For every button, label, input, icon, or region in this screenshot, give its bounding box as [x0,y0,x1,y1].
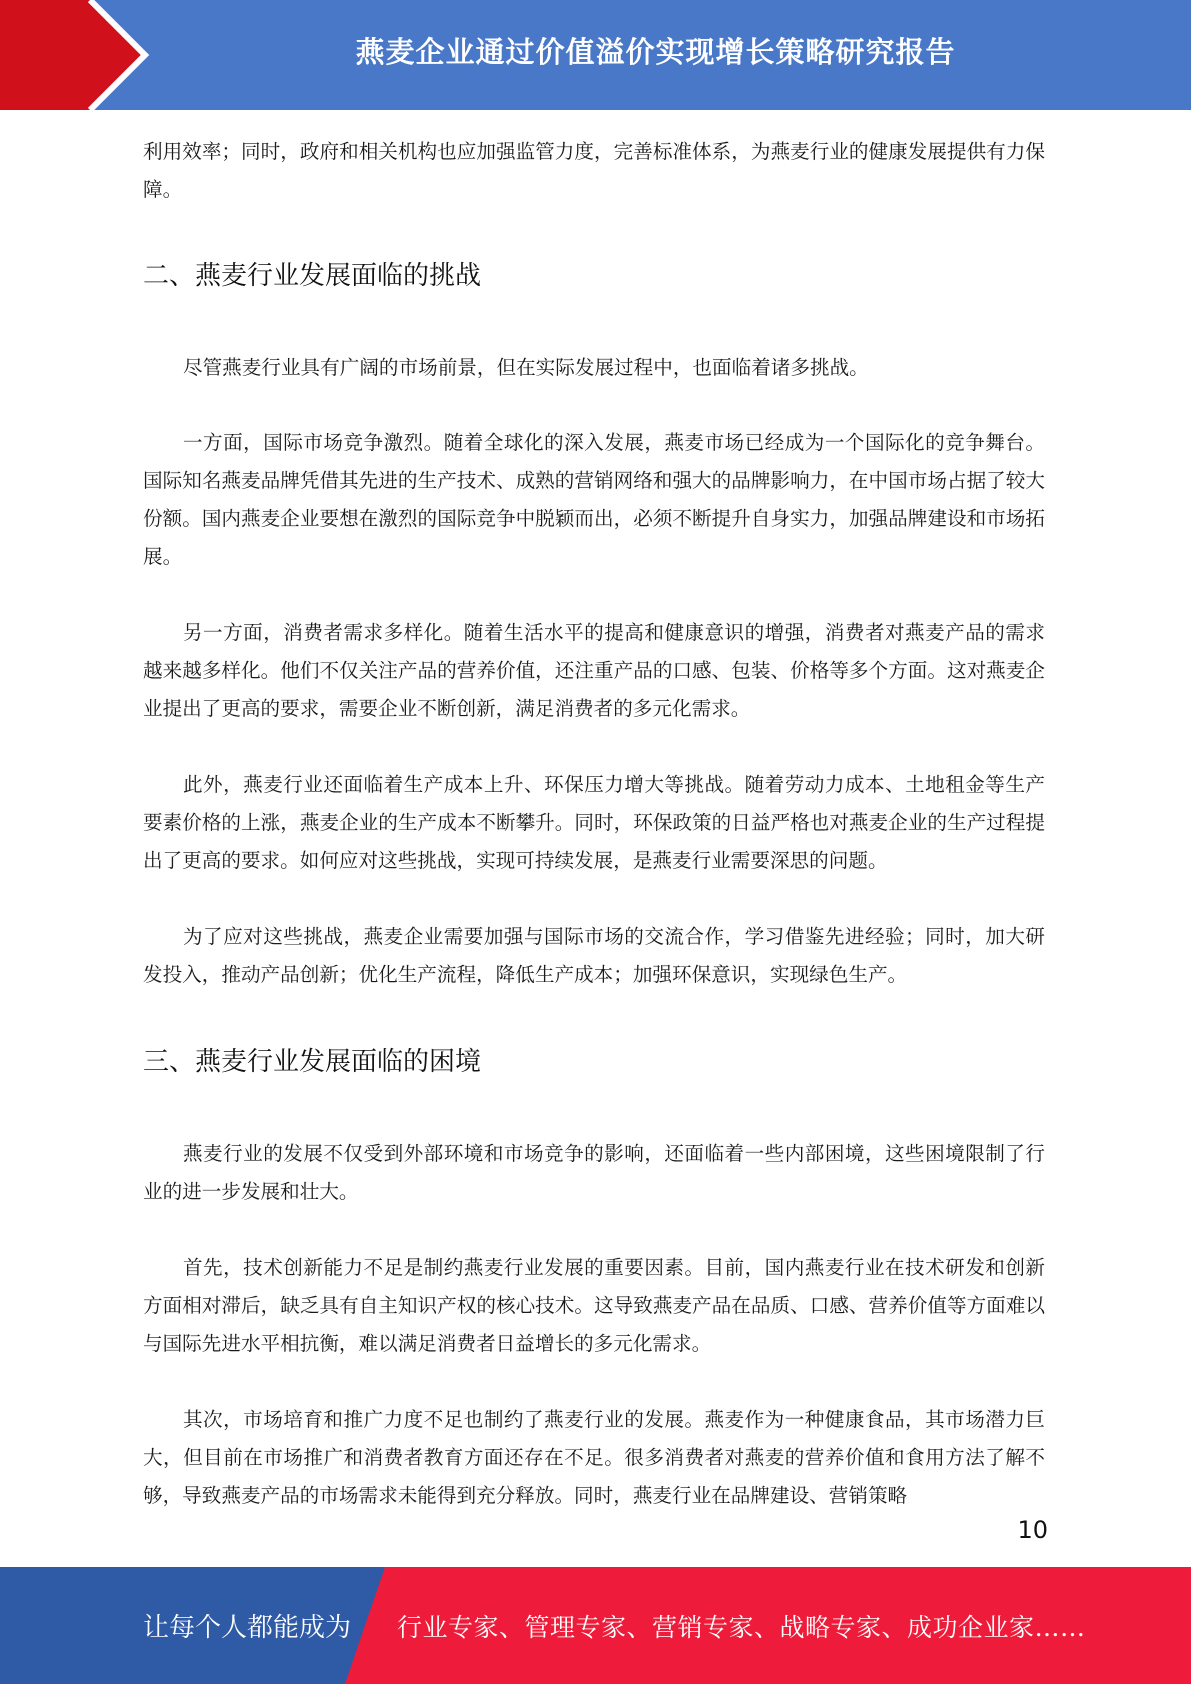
page-number: 10 [1017,1516,1048,1544]
footer-slogan-left: 让每个人都能成为 [143,1613,352,1643]
section-heading-difficulties: 三、燕麦行业发展面临的困境 [143,1047,482,1077]
page-header [0,0,1191,110]
paragraph: 另一方面，消费者需求多样化。随着生活水平的提高和健康意识的增强，消费者对燕麦产品的需求越来越多样化。他们不仅关注产品的营养价值，还注重产品的口感、包装、价格等多个方面。这对燕麦企业提出了更高的要求，需要企业不断创新，满足消费者的多元化需求。 [143,621,1045,720]
paragraph: 一方面，国际市场竞争激烈。随着全球化的深入发展，燕麦市场已经成为一个国际化的竞争舞台。国际知名燕麦品牌凭借其先进的生产技术、成熟的营销网络和强大的品牌影响力，在中国市场占据了较大份额。国内燕麦企业要想在激烈的国际竞争中脱颖而出，必须不断提升自身实力，加强品牌建设和市场拓展。 [143,431,1045,568]
paragraph: 为了应对这些挑战，燕麦企业需要加强与国际市场的交流合作，学习借鉴先进经验；同时，加大研发投入，推动产品创新；优化生产流程，降低生产成本；加强环保意识，实现绿色生产。 [143,925,1045,986]
section-heading-challenges: 二、燕麦行业发展面临的挑战 [143,261,482,291]
paragraph: 燕麦行业的发展不仅受到外部环境和市场竞争的影响，还面临着一些内部困境，这些困境限制了行业的进一步发展和壮大。 [143,1142,1045,1203]
page-footer [0,1567,1191,1684]
paragraph: 尽管燕麦行业具有广阔的市场前景，但在实际发展过程中，也面临着诸多挑战。 [183,356,869,379]
paragraph: 其次，市场培育和推广力度不足也制约了燕麦行业的发展。燕麦作为一种健康食品，其市场潜力巨大，但目前在市场推广和消费者教育方面还存在不足。很多消费者对燕麦的营养价值和食用方法了解不够，导致燕麦产品的市场需求未能得到充分释放。同时，燕麦行业在品牌建设、营销策略 [143,1408,1045,1507]
paragraph-continued: 利用效率；同时，政府和相关机构也应加强监管力度，完善标准体系，为燕麦行业的健康发展提供有力保障。 [143,140,1045,201]
footer-slogan-right: 行业专家、管理专家、营销专家、战略专家、成功企业家…… [397,1612,1086,1642]
paragraph: 此外，燕麦行业还面临着生产成本上升、环保压力增大等挑战。随着劳动力成本、土地租金等生产要素价格的上涨，燕麦企业的生产成本不断攀升。同时，环保政策的日益严格也对燕麦企业的生产过程提出了更高的要求。如何应对这些挑战，实现可持续发展，是燕麦行业需要深思的问题。 [143,773,1045,872]
paragraph: 首先，技术创新能力不足是制约燕麦行业发展的重要因素。目前，国内燕麦行业在技术研发和创新方面相对滞后，缺乏具有自主知识产权的核心技术。这导致燕麦产品在品质、口感、营养价值等方面难以与国际先进水平相抗衡，难以满足消费者日益增长的多元化需求。 [143,1256,1045,1355]
report-title: 燕麦企业通过价值溢价实现增长策略研究报告 [355,34,956,69]
